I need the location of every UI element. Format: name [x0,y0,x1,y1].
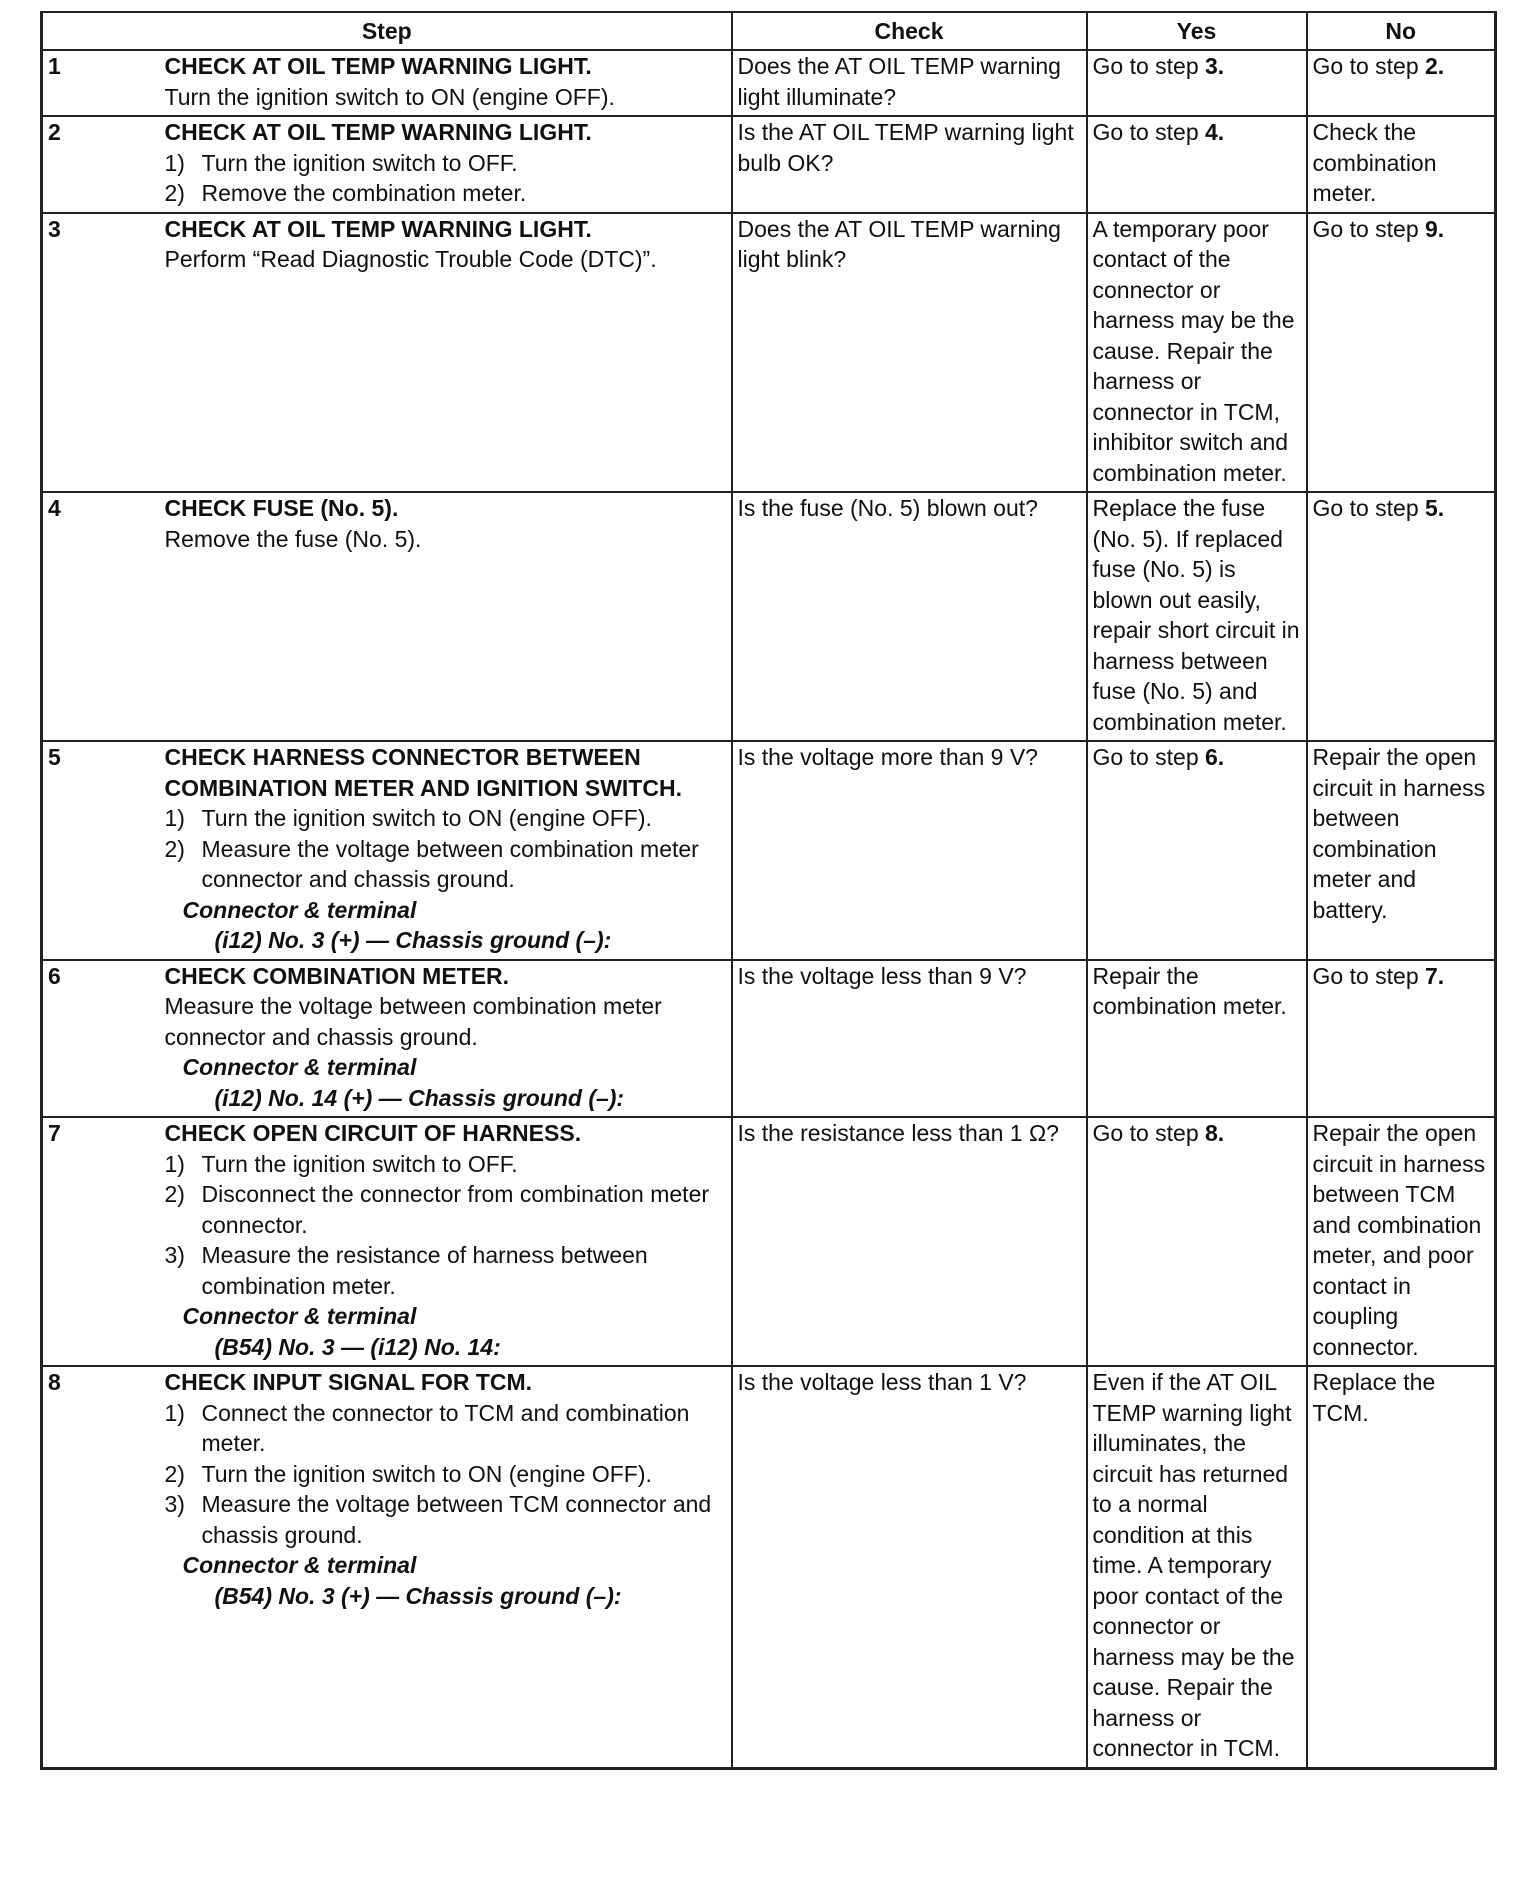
procedure-list [165,148,726,209]
no-prefix: Go to step [1312,53,1426,79]
step-instruction: Turn the ignition switch to ON (engine OFF). [164,83,615,110]
step-number: 4 [42,492,165,741]
yes-step-ref: 3. [1205,53,1225,79]
step-title: CHECK INPUT SIGNAL FOR TCM. [164,1369,533,1395]
check-question: Is the fuse (No. 5) blown out? [732,492,1087,741]
yes-prefix: Go to step [1092,1120,1206,1146]
table-row [42,960,1496,1118]
procedure-list [165,1398,726,1551]
connector-label: Connector & terminal [182,1552,417,1578]
table-row [42,1366,1496,1768]
yes-step-ref: 4. [1205,119,1225,145]
table-row [42,741,1496,960]
yes-action: Even if the AT OIL TEMP warning light illuminates, the circuit has returned to a normal condition at this time. A temporary poor contact of the connector or harness may be the cause. Repair the harness or connector in TCM. [1087,1366,1307,1768]
header-yes: Yes [1087,12,1307,50]
no-action: Replace the TCM. [1307,1366,1496,1768]
table-row [42,213,1496,493]
step-description [165,50,732,116]
step-instruction: Measure the voltage between combination meter connector and chassis ground. [164,993,662,1050]
table-row [42,50,1496,116]
no-prefix: Go to step [1312,215,1426,242]
document-page [40,11,1494,1770]
yes-prefix: Go to step [1092,119,1206,145]
step-title: CHECK AT OIL TEMP WARNING LIGHT. [164,53,592,79]
step-title: CHECK AT OIL TEMP WARNING LIGHT. [164,215,592,242]
yes-step-ref: 6. [1205,744,1225,770]
step-number: 5 [42,741,165,960]
no-action: Repair the open circuit in harness between TCM and combination meter, and poor contact in coupling connector. [1307,1117,1496,1366]
step-number: 3 [42,213,165,493]
procedure-list [165,803,726,895]
diagnostic-table [40,11,1497,1770]
step-number: 8 [42,1366,165,1768]
no-action: Check the combination meter. [1307,116,1496,213]
connector-label: Connector & terminal [182,896,417,923]
step-description [165,492,732,741]
check-question: Does the AT OIL TEMP warning light illuminate? [732,50,1087,116]
list-item: 3) Measure the voltage between TCM connector and chassis ground. [164,1491,712,1548]
terminal-spec: (i12) No. 14 (+) — Chassis ground (–): [214,1084,625,1111]
yes-action [1087,1117,1307,1366]
step-number: 6 [42,960,165,1118]
header-row [42,12,1496,50]
list-item: 1) Turn the ignition switch to OFF. [164,1150,518,1177]
no-step-ref: 2. [1425,53,1445,79]
yes-prefix: Go to step [1092,53,1206,79]
list-item: 3) Measure the resistance of harness between combination meter. [164,1242,648,1299]
no-step-ref: 7. [1425,962,1445,989]
step-title: CHECK AT OIL TEMP WARNING LIGHT. [164,119,592,145]
check-question: Is the voltage more than 9 V? [732,741,1087,960]
no-action [1307,492,1496,741]
step-instruction: Perform “Read Diagnostic Trouble Code (DTC)”. [164,246,657,272]
list-item: 1) Turn the ignition switch to ON (engine OFF). [164,805,652,831]
list-item: 1) Connect the connector to TCM and combination meter. [164,1399,690,1456]
yes-action [1087,116,1307,213]
step-instruction: Remove the fuse (No. 5). [164,525,422,552]
check-question: Does the AT OIL TEMP warning light blink? [732,213,1087,493]
no-prefix: Go to step [1312,495,1426,521]
yes-action: Repair the combination meter. [1087,960,1307,1118]
no-action: Repair the open circuit in harness between combination meter and battery. [1307,741,1496,960]
connector-label: Connector & terminal [182,1303,417,1329]
step-number: 7 [42,1117,165,1366]
list-item: 2) Measure the voltage between combination meter connector and chassis ground. [164,835,699,892]
list-item: 1) Turn the ignition switch to OFF. [164,149,518,176]
step-title: CHECK OPEN CIRCUIT OF HARNESS. [164,1120,582,1146]
step-number: 2 [42,116,165,213]
header-check: Check [732,12,1087,50]
list-item: 2) Disconnect the connector from combination meter connector. [164,1181,710,1238]
yes-action: A temporary poor contact of the connector or harness may be the cause. Repair the harness or connector in TCM, inhibitor switch and combination meter. [1087,213,1307,493]
no-prefix: Go to step [1312,962,1426,989]
step-description [165,1117,732,1366]
list-item: 2) Turn the ignition switch to ON (engine OFF). [164,1460,652,1487]
terminal-spec: (i12) No. 3 (+) — Chassis ground (–): [214,927,612,953]
step-description [165,116,732,213]
header-no: No [1307,12,1496,50]
check-question: Is the AT OIL TEMP warning light bulb OK? [732,116,1087,213]
yes-action: Replace the fuse (No. 5). If replaced fuse (No. 5) is blown out easily, repair short circuit in harness between fuse (No. 5) and combination meter. [1087,492,1307,741]
step-description [165,960,732,1118]
no-step-ref: 5. [1425,495,1445,521]
connector-label: Connector & terminal [182,1054,417,1080]
terminal-spec: (B54) No. 3 (+) — Chassis ground (–): [214,1582,622,1609]
no-action [1307,960,1496,1118]
step-description [165,213,732,493]
table-row [42,492,1496,741]
check-question: Is the voltage less than 9 V? [732,960,1087,1118]
list-item: 2) Remove the combination meter. [164,180,527,206]
table-row [42,1117,1496,1366]
check-question: Is the voltage less than 1 V? [732,1366,1087,1768]
no-step-ref: 9. [1425,215,1445,242]
terminal-spec: (B54) No. 3 — (i12) No. 14: [214,1333,501,1360]
step-title: CHECK HARNESS CONNECTOR BETWEEN COMBINATION METER AND IGNITION SWITCH. [164,744,682,801]
no-action [1307,213,1496,493]
step-number: 1 [42,50,165,116]
yes-action [1087,50,1307,116]
header-step: Step [42,12,732,50]
procedure-list [165,1149,726,1302]
step-title: CHECK FUSE (No. 5). [164,495,399,521]
step-description [165,741,732,960]
step-description [165,1366,732,1768]
yes-action [1087,741,1307,960]
step-title: CHECK COMBINATION METER. [164,962,510,989]
check-question: Is the resistance less than 1 Ω? [732,1117,1087,1366]
yes-prefix: Go to step [1092,744,1206,770]
no-action [1307,50,1496,116]
table-row [42,116,1496,213]
yes-step-ref: 8. [1205,1120,1225,1146]
